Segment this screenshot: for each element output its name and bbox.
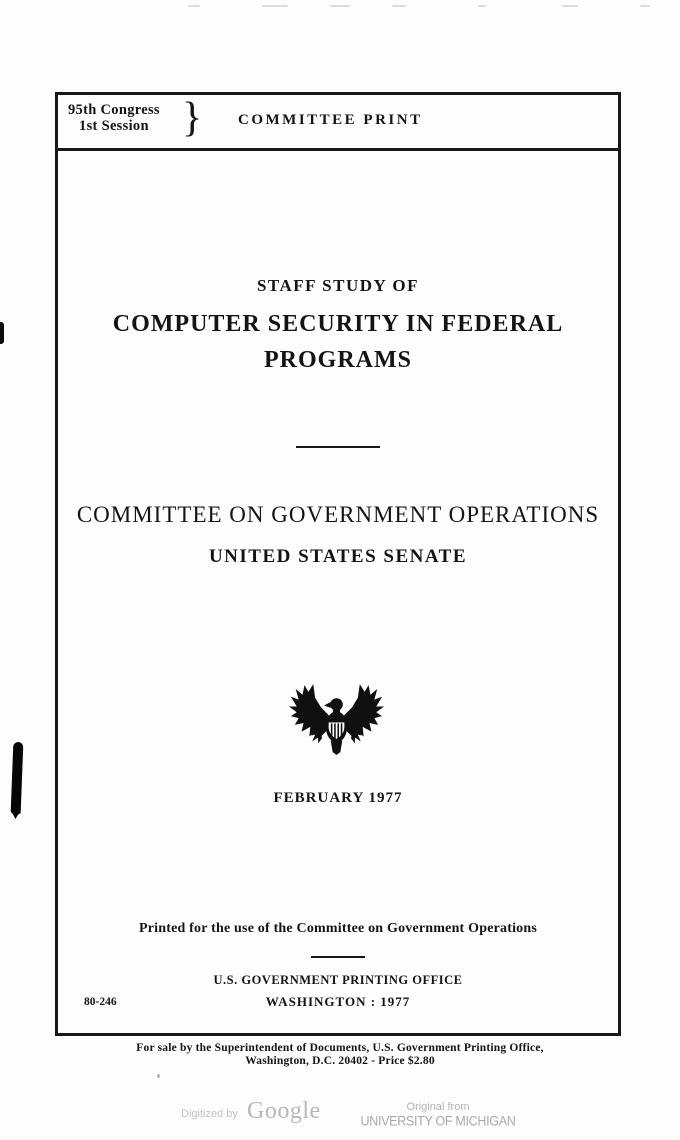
scanner-edge-artifact bbox=[0, 322, 4, 344]
gpo-office-line: U.S. GOVERNMENT PRINTING OFFICE bbox=[213, 973, 463, 987]
chamber-name: UNITED STATES SENATE bbox=[208, 546, 468, 567]
printed-for-notice: Printed for the use of the Committee on Government Operations bbox=[138, 921, 538, 936]
scan-artifact bbox=[188, 5, 200, 7]
scan-artifact bbox=[262, 5, 288, 7]
document-frame bbox=[55, 92, 621, 1036]
scan-artifact bbox=[640, 5, 650, 7]
scan-artifact bbox=[330, 5, 350, 7]
original-from-label: Original from bbox=[406, 1101, 470, 1113]
digitized-by-label: Digitized by bbox=[181, 1108, 238, 1120]
divider-rule bbox=[296, 446, 380, 448]
congress-session-block bbox=[68, 102, 160, 134]
scan-dot-artifact bbox=[157, 1074, 160, 1078]
stock-number: 80-246 bbox=[84, 996, 117, 1008]
committee-name: COMMITTEE ON GOVERNMENT OPERATIONS bbox=[76, 502, 600, 527]
divider-rule bbox=[311, 956, 365, 958]
title-main-line: COMPUTER SECURITY IN FEDERAL bbox=[112, 311, 564, 337]
title-main-line-2: PROGRAMS bbox=[264, 347, 412, 373]
publication-date: FEBRUARY 1977 bbox=[273, 790, 403, 806]
session-line: 1st Session bbox=[79, 118, 149, 134]
binding-pen-mark-artifact bbox=[11, 742, 24, 814]
scan-artifact bbox=[478, 5, 486, 7]
federal-eagle-icon bbox=[288, 681, 385, 761]
title-study-type: STAFF STUDY OF bbox=[256, 276, 420, 295]
place-year-line: WASHINGTON : 1977 bbox=[265, 994, 411, 1009]
header-section bbox=[58, 95, 618, 151]
scan-artifact bbox=[392, 5, 406, 7]
sale-notice-line-1: For sale by the Superintendent of Documents, U.S. Government Printing Office, bbox=[136, 1042, 544, 1054]
congress-line: 95th Congress bbox=[68, 102, 160, 118]
sale-notice-line-2: Washington, D.C. 20402 - Price $2.80 bbox=[245, 1055, 435, 1067]
institution-label: UNIVERSITY OF MICHIGAN bbox=[360, 1113, 516, 1129]
google-logo: Google bbox=[247, 1098, 321, 1124]
header-brace: } bbox=[182, 95, 203, 141]
committee-print-label: COMMITTEE PRINT bbox=[238, 112, 423, 128]
scan-artifact bbox=[562, 5, 578, 7]
